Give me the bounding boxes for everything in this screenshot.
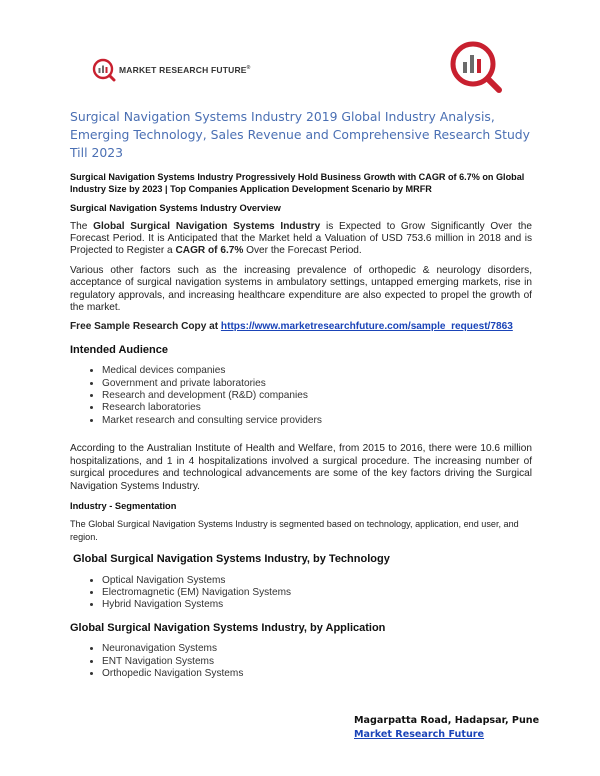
segmentation-text: The Global Surgical Navigation Systems Industry is segmented based on technology, application, end user, and region.	[70, 519, 519, 542]
article-body	[70, 172, 532, 690]
logo-text: MARKET RESEARCH FUTURE®	[119, 65, 251, 75]
list-item: • Research laboratories	[102, 402, 532, 414]
footer	[354, 714, 539, 742]
list-item: • Neuronavigation Systems	[102, 643, 532, 655]
overview-paragraph-1: The Global Surgical Navigation Systems Industry is Expected to Grow Significantly Over the Forecast Period. It is Anticipated that the Market held a Valuation of USD 753.6 million in 2018 and is Projected to Register a CAGR of 6.7% Over the Forecast Period.	[70, 220, 532, 257]
list-item: • ENT Navigation Systems	[102, 656, 532, 668]
mrf-large-logo-icon	[449, 40, 503, 94]
list-item: • Government and private laboratories	[102, 378, 532, 390]
aihw-paragraph: According to the Australian Institute of Health and Welfare, from 2015 to 2016, there were 10.6 million hospitalizations, and 1 in 4 hospitalizations involved a surgical procedure. The increasing number of surgical procedures and technological advancements are some of the key factors driving the Surgical Navigation Systems Industry.	[70, 443, 532, 492]
list-item: • Orthopedic Navigation Systems	[102, 668, 532, 680]
mrf-logo-icon	[92, 58, 116, 82]
list-item: • Hybrid Navigation Systems	[102, 599, 532, 611]
overview-paragraph-2: Various other factors such as the increasing prevalence of orthopedic & neurology disorders, acceptance of surgical navigation systems in ambulatory settings, untapped emerging markets, rise in regulatory approvals, and increasing healthcare expenditure are also expected to propel the growth of the market.	[70, 264, 532, 314]
list-item: • Market research and consulting service providers	[102, 415, 532, 427]
page-title: Surgical Navigation Systems Industry 2019 Global Industry Analysis, Emerging Technology, Sales Revenue and Comprehensive Research Study Till 2023	[70, 109, 530, 160]
list-item: • Optical Navigation Systems	[102, 575, 532, 587]
audience-heading: Intended Audience	[70, 343, 168, 356]
sample-request-link[interactable]: https://www.marketresearchfuture.com/sample_request/7863	[220, 321, 513, 333]
list-item: • Medical devices companies	[102, 365, 532, 377]
technology-list	[70, 575, 532, 612]
footer-link[interactable]: Market Research Future	[354, 729, 485, 740]
subheadline: Surgical Navigation Systems Industry Progressively Hold Business Growth with CAGR of 6.7% on Global Industry Size by 2023 | Top Companies Application Development Scenario by MRFR	[70, 172, 525, 194]
audience-list	[70, 365, 532, 427]
segmentation-heading: Industry - Segmentation	[70, 500, 177, 511]
header-logo[interactable]	[92, 58, 251, 82]
sample-link-line: Free Sample Research Copy at https://www.marketresearchfuture.com/sample_request/7863	[70, 321, 513, 333]
list-item: • Research and development (R&D) companies	[102, 390, 532, 402]
application-list	[70, 643, 532, 680]
application-heading: Global Surgical Navigation Systems Industry, by Application	[70, 621, 386, 634]
technology-heading: Global Surgical Navigation Systems Industry, by Technology	[73, 553, 390, 566]
list-item: • Electromagnetic (EM) Navigation Systems	[102, 587, 532, 599]
overview-heading: Surgical Navigation Systems Industry Overview	[70, 203, 281, 214]
footer-address: Magarpatta Road, Hadapsar, Pune	[354, 715, 540, 726]
